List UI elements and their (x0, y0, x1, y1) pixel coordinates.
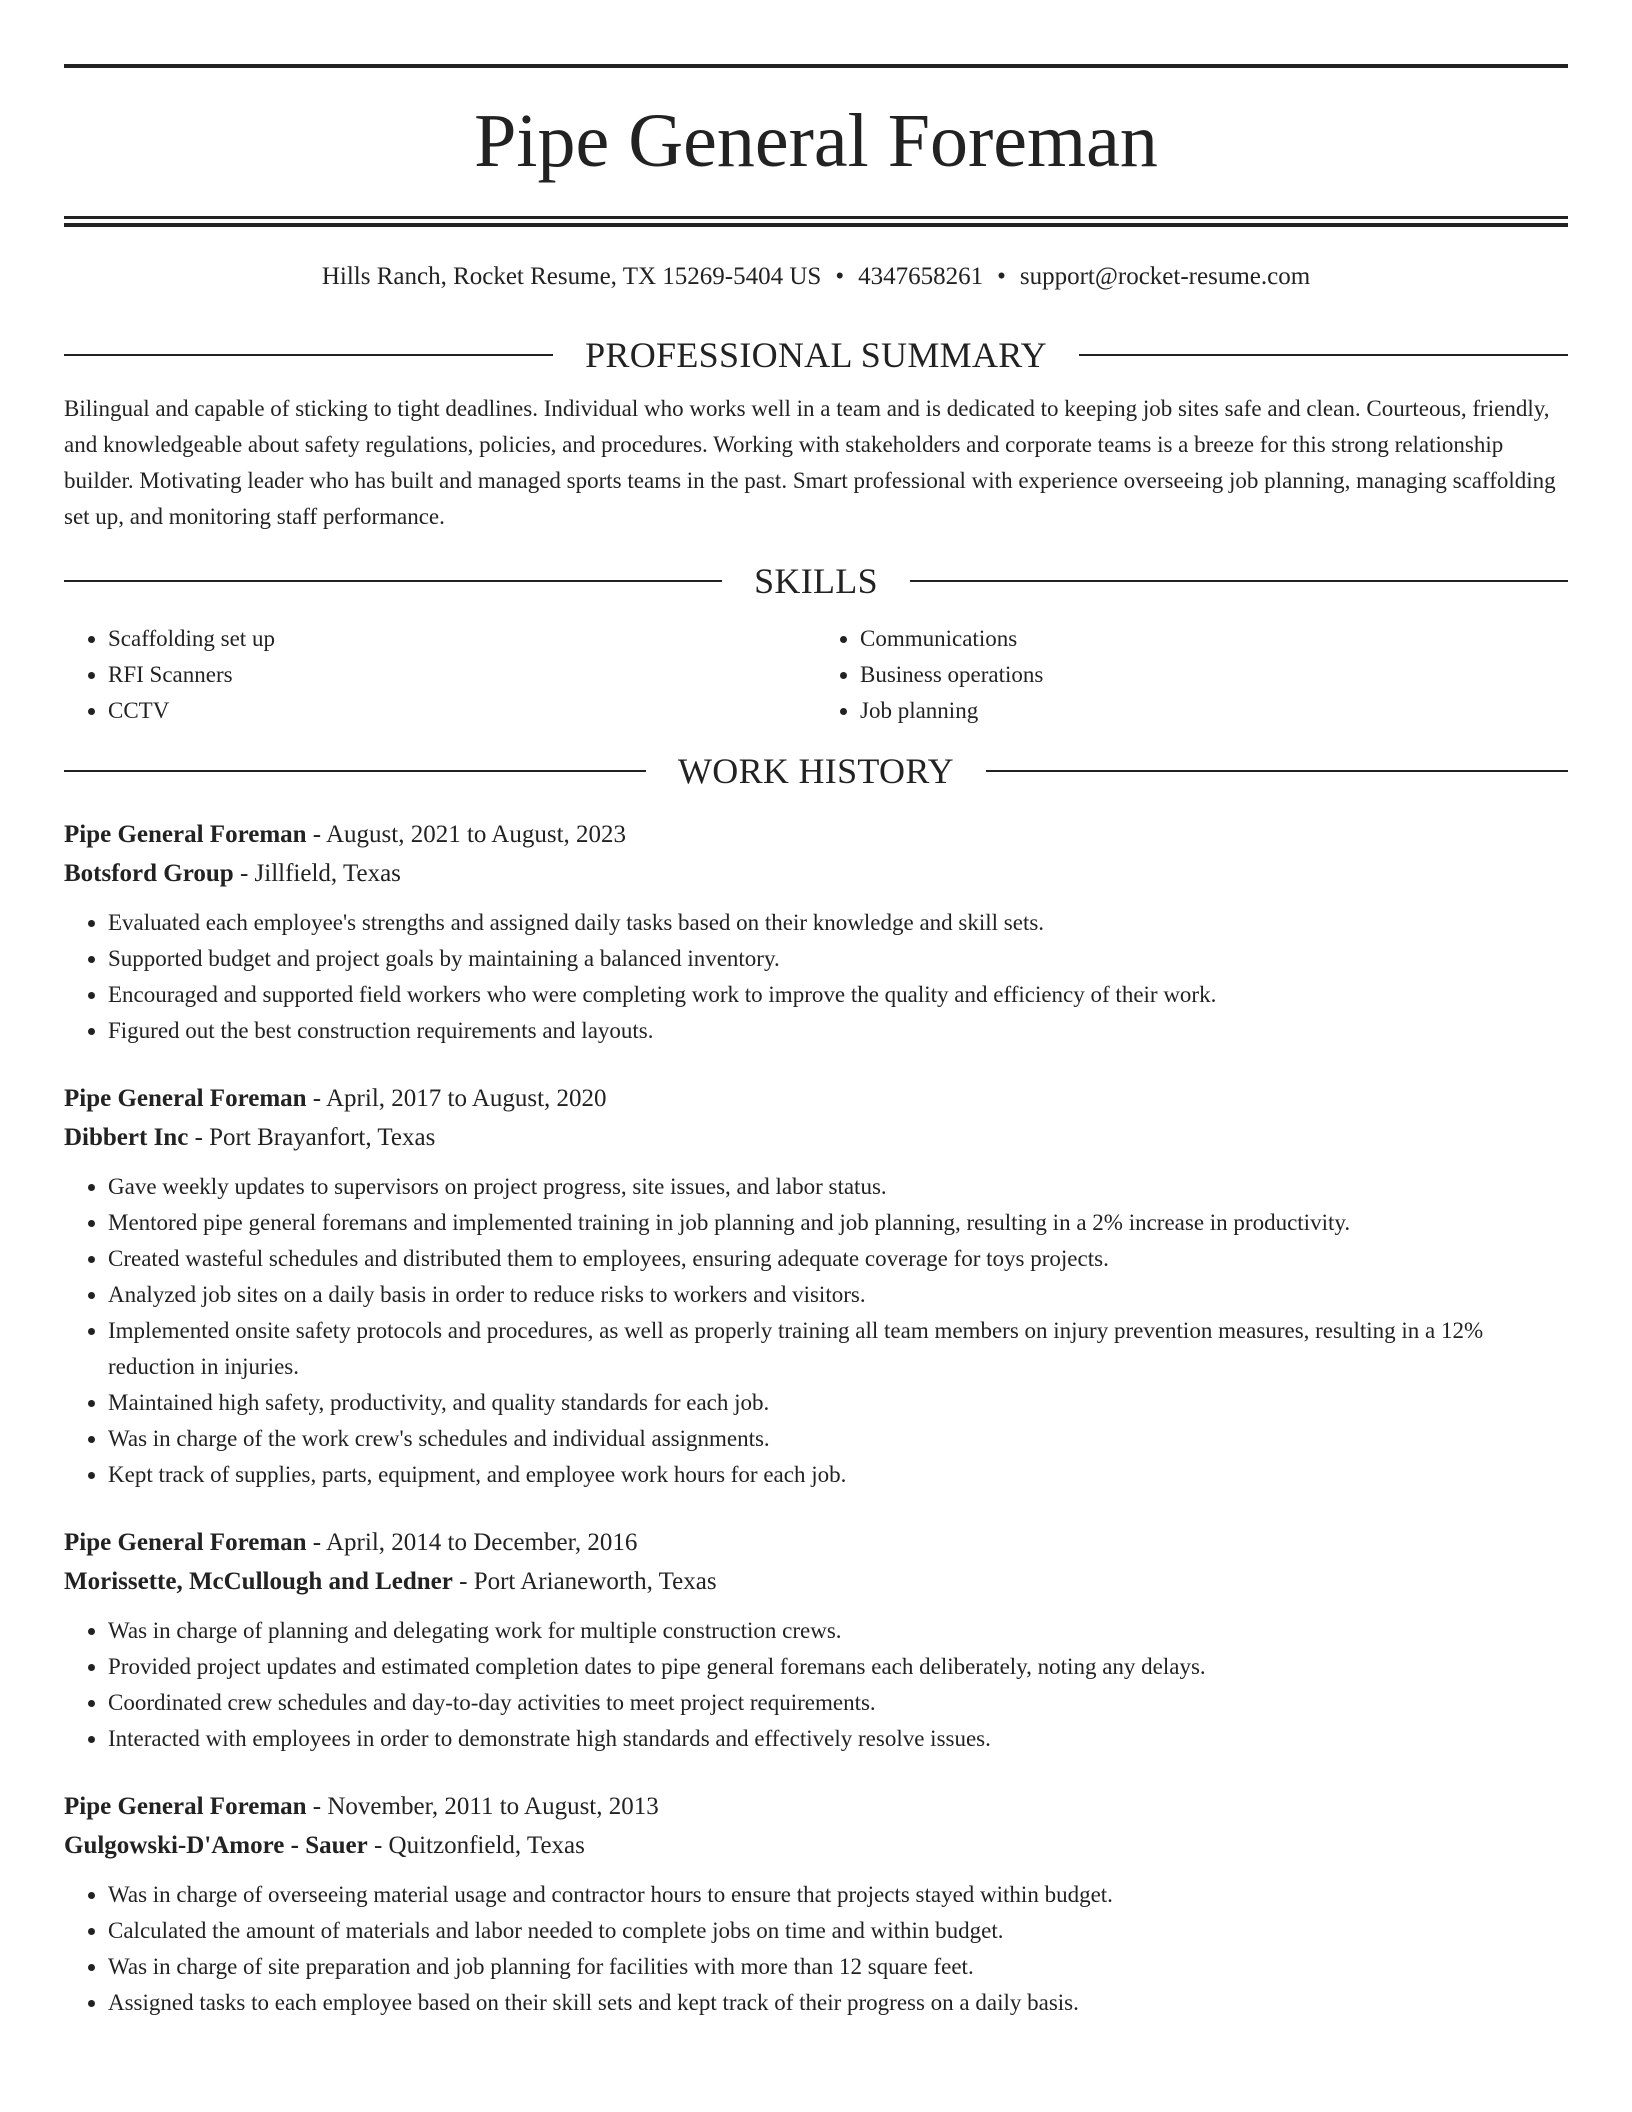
work-history-heading (64, 749, 1568, 793)
job-company: Morissette, McCullough and Ledner (64, 1568, 453, 1595)
job-dates: - April, 2014 to December, 2016 (306, 1529, 638, 1556)
job-company-line (64, 1562, 1568, 1601)
heading-rule-right (986, 770, 1568, 772)
job-title-line (64, 1079, 1568, 1118)
skills-column-right (816, 621, 1568, 729)
job-dates: - August, 2021 to August, 2023 (306, 821, 627, 848)
job-company-line (64, 1826, 1568, 1865)
job-location: - Port Arianeworth, Texas (452, 1568, 717, 1595)
job-bullet: • Figured out the best construction requirements and layouts. (108, 1013, 1568, 1049)
job-bullet: • Supported budget and project goals by maintaining a balanced inventory. (108, 941, 1568, 977)
job-entry (64, 815, 1568, 1049)
job-company-line (64, 1118, 1568, 1157)
heading-rule-left (64, 580, 722, 582)
job-bullet: • Analyzed job sites on a daily basis in order to reduce risks to workers and visitors. (108, 1277, 1568, 1313)
skills-heading-title: SKILLS (754, 561, 878, 601)
work-history-heading-title: WORK HISTORY (678, 751, 954, 791)
heading-rule-left (64, 354, 553, 356)
job-bullets (64, 905, 1568, 1049)
job-bullet: • Provided project updates and estimated completion dates to pipe general foremans each deliberately, noting any delays. (108, 1649, 1568, 1685)
summary-text: Bilingual and capable of sticking to tight deadlines. Individual who works well in a team and is dedicated to keeping job sites safe and clean. Courteous, friendly, and knowledgeable about safety regulations, policies, and procedures. Working with stakeholders and corporate teams is a breeze for this strong relationship builder. Motivating leader who has built and managed sports teams in the past. Smart professional with experience overseeing job planning, managing scaffolding set up, and monitoring staff performance. (64, 396, 1556, 529)
contact-phone: 4347658261 (858, 263, 984, 290)
job-entry (64, 1523, 1568, 1757)
job-bullets (64, 1169, 1568, 1493)
job-bullet: • Gave weekly updates to supervisors on project progress, site issues, and labor status. (108, 1169, 1568, 1205)
candidate-name: Pipe General Foreman (474, 99, 1158, 183)
job-company-line (64, 854, 1568, 893)
contact-line (64, 261, 1568, 293)
job-bullet: • Was in charge of planning and delegating work for multiple construction crews. (108, 1613, 1568, 1649)
skills-heading (64, 559, 1568, 603)
job-bullets (64, 1613, 1568, 1757)
job-location: - Port Brayanfort, Texas (188, 1124, 436, 1151)
job-bullet: • Was in charge of site preparation and job planning for facilities with more than 12 square feet. (108, 1949, 1568, 1985)
job-bullet: • Assigned tasks to each employee based on their skill sets and kept track of their progress on a daily basis. (108, 1985, 1568, 2021)
job-company: Botsford Group (64, 860, 234, 887)
contact-address: Hills Ranch, Rocket Resume, TX 15269-5404 US (321, 263, 822, 290)
job-company: Dibbert Inc (64, 1124, 189, 1151)
job-bullet: • Implemented onsite safety protocols and procedures, as well as properly training all team members on injury prevention measures, resulting in a 12% reduction in injuries. (108, 1313, 1568, 1385)
skills-column-left (64, 621, 816, 729)
job-entry (64, 1787, 1568, 2021)
job-bullet: • Mentored pipe general foremans and implemented training in job planning and job planning, resulting in a 2% increase in productivity. (108, 1205, 1568, 1241)
header-top-rule (64, 64, 1568, 68)
header-double-rule (64, 216, 1568, 227)
job-bullet: • Coordinated crew schedules and day-to-day activities to meet project requirements. (108, 1685, 1568, 1721)
job-title: Pipe General Foreman (64, 1085, 307, 1112)
skill-item: • CCTV (108, 693, 816, 729)
contact-separator: • (835, 263, 845, 290)
skill-item: • Communications (860, 621, 1568, 657)
job-dates: - November, 2011 to August, 2013 (306, 1793, 659, 1820)
job-title: Pipe General Foreman (64, 821, 307, 848)
job-title: Pipe General Foreman (64, 1529, 307, 1556)
heading-rule-right (910, 580, 1568, 582)
job-title-line (64, 815, 1568, 854)
heading-rule-right (1079, 354, 1568, 356)
job-title-line (64, 1523, 1568, 1562)
job-entry (64, 1079, 1568, 1493)
contact-email: support@rocket-resume.com (1019, 263, 1311, 290)
job-title: Pipe General Foreman (64, 1793, 307, 1820)
job-location: - Jillfield, Texas (233, 860, 401, 887)
job-bullet: • Created wasteful schedules and distributed them to employees, ensuring adequate coverage for toys projects. (108, 1241, 1568, 1277)
job-location: - Quitzonfield, Texas (367, 1832, 585, 1859)
job-bullet: • Was in charge of overseeing material usage and contractor hours to ensure that projects stayed within budget. (108, 1877, 1568, 1913)
job-bullet: • Interacted with employees in order to demonstrate high standards and effectively resolve issues. (108, 1721, 1568, 1757)
job-bullets (64, 1877, 1568, 2021)
contact-separator: • (997, 263, 1006, 290)
skills-list (64, 621, 1568, 729)
skill-item: • Scaffolding set up (108, 621, 816, 657)
job-bullet: • Maintained high safety, productivity, and quality standards for each job. (108, 1385, 1568, 1421)
summary-heading (64, 333, 1568, 377)
job-bullet: • Was in charge of the work crew's schedules and individual assignments. (108, 1421, 1568, 1457)
job-bullet: • Encouraged and supported field workers who were completing work to improve the quality and efficiency of their work. (108, 977, 1568, 1013)
resume-page (64, 64, 1568, 2021)
skill-item: • Job planning (860, 693, 1568, 729)
job-company: Gulgowski-D'Amore - Sauer (64, 1832, 368, 1859)
heading-rule-left (64, 770, 646, 772)
job-title-line (64, 1787, 1568, 1826)
job-bullet: • Kept track of supplies, parts, equipment, and employee work hours for each job. (108, 1457, 1568, 1493)
job-dates: - April, 2017 to August, 2020 (306, 1085, 607, 1112)
job-bullet: • Calculated the amount of materials and labor needed to complete jobs on time and within budget. (108, 1913, 1568, 1949)
summary-heading-title: PROFESSIONAL SUMMARY (585, 335, 1047, 375)
job-bullet: • Evaluated each employee's strengths and assigned daily tasks based on their knowledge and skill sets. (108, 905, 1568, 941)
skill-item: • RFI Scanners (108, 657, 816, 693)
skill-item: • Business operations (860, 657, 1568, 693)
